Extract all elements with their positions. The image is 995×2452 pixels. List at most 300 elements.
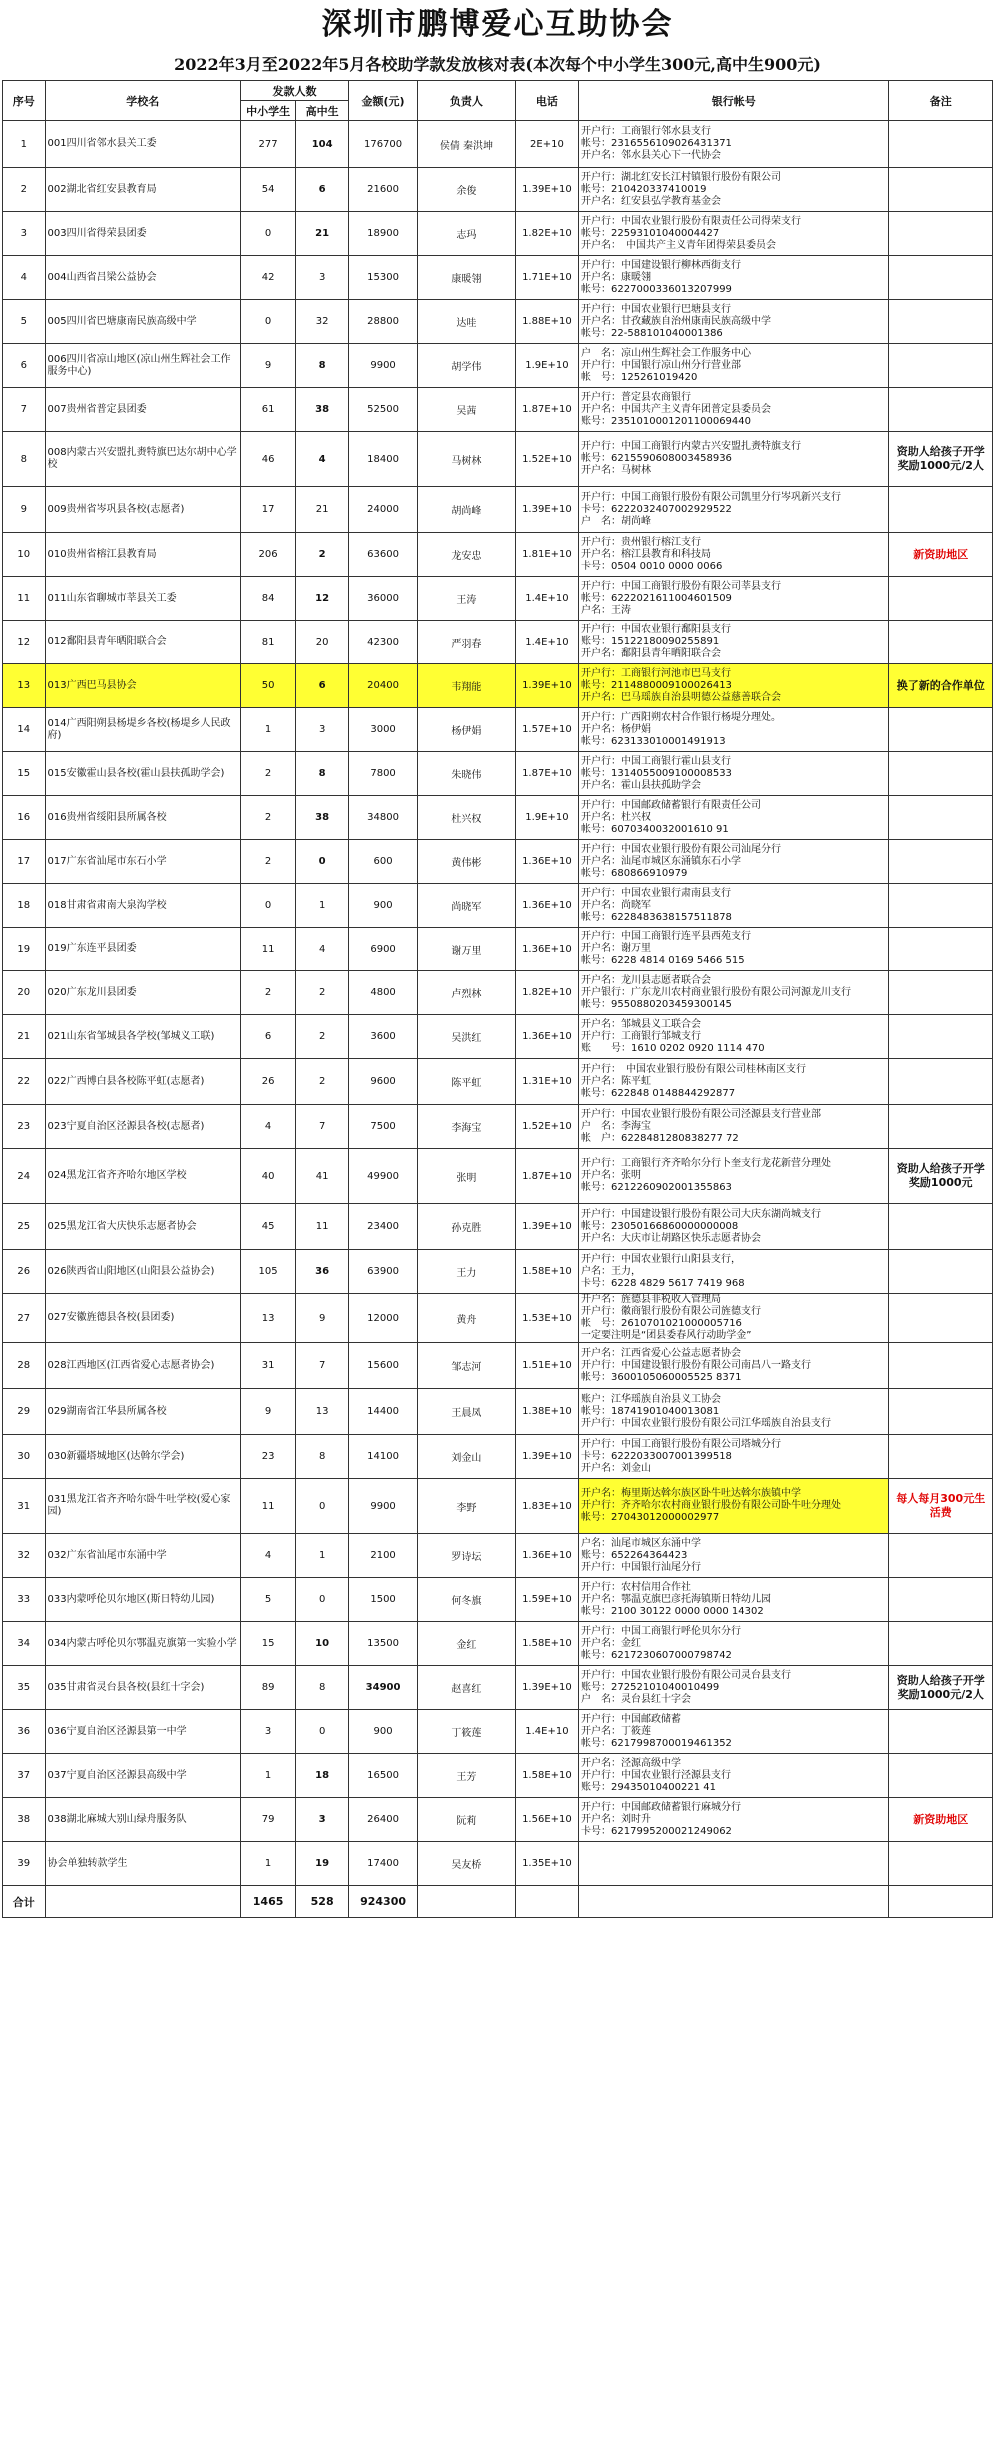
row-index: [3, 971, 46, 1015]
row-phone: [515, 1389, 578, 1435]
row-bank: [579, 168, 889, 212]
table-row: [3, 971, 993, 1015]
row-index-text: 6: [20, 360, 27, 371]
total-blank: [515, 1886, 578, 1918]
row-amount-text: 9600: [370, 1076, 396, 1087]
row-note: [889, 1479, 993, 1534]
row-bank: [579, 621, 889, 664]
table-row: [3, 1294, 993, 1343]
row-index: [3, 256, 46, 300]
table-row: [3, 487, 993, 533]
row-amount-text: 16500: [367, 1770, 399, 1781]
row-index: [3, 621, 46, 664]
row-phone: [515, 1015, 578, 1059]
row-primary-count-text: 89: [261, 1682, 275, 1693]
row-phone-text: 1.36E+10: [522, 1031, 572, 1042]
row-note: [889, 1534, 993, 1578]
row-bank-text: 开户行：中国建设银行柳林西街支行 开户名：康暖翎 帐号：6227000336013207999: [581, 259, 742, 295]
row-primary-count: [241, 1435, 296, 1479]
row-index: [3, 928, 46, 971]
row-school-text: 001四川省邻水县关工委: [47, 138, 157, 149]
row-bank: [579, 1622, 889, 1666]
row-person: [418, 1294, 516, 1343]
row-school: [45, 1250, 240, 1294]
row-bank: [579, 928, 889, 971]
row-bank: [579, 577, 889, 621]
row-high-count-text: 19: [315, 1858, 330, 1869]
row-index-text: 14: [17, 724, 31, 735]
row-index: [3, 487, 46, 533]
row-index: [3, 1149, 46, 1204]
row-person: [418, 664, 516, 708]
row-bank-text: 开户名：江西省爱心公益志愿者协会 开户行：中国建设银行股份有限公司南昌八一路支行 帐号：3600105060005525 8371: [581, 1347, 812, 1383]
row-amount-text: 3600: [370, 1031, 396, 1042]
row-high-count-text: 7: [318, 1121, 326, 1132]
row-person: [418, 1622, 516, 1666]
table-row: [3, 1666, 993, 1710]
row-index-text: 2: [20, 184, 27, 195]
row-index-text: 17: [17, 856, 31, 867]
row-primary-count-text: 84: [261, 593, 275, 604]
row-high-count: [296, 1250, 349, 1294]
row-amount: [349, 1534, 418, 1578]
row-person: [418, 533, 516, 577]
row-high-count: [296, 1204, 349, 1250]
row-high-count: [296, 796, 349, 840]
row-person-text: 王晨凤: [451, 1408, 482, 1419]
row-bank: [579, 1842, 889, 1886]
row-amount: [349, 1015, 418, 1059]
row-person-text: 黄舟: [456, 1314, 477, 1326]
row-person: [418, 1534, 516, 1578]
row-bank-text: 开户名：梅里斯达斡尔族区卧牛吐达斡尔族镇中学 开户行：齐齐哈尔农村商业银行股份有限公司卧牛吐分理处 帐号：27043012000002977: [581, 1488, 842, 1523]
total-blank: [418, 1886, 516, 1918]
page-title: 深圳市鹏博爱心互助协会: [321, 7, 674, 42]
row-index-text: 19: [17, 943, 31, 955]
row-bank: [579, 1294, 889, 1343]
row-person: [418, 1343, 516, 1389]
row-person-text: 阮莉: [456, 1816, 477, 1827]
row-amount: [349, 621, 418, 664]
row-amount-text: 2100: [370, 1550, 396, 1561]
row-index-text: 35: [17, 1682, 31, 1693]
row-amount-text: 4800: [370, 987, 396, 998]
row-phone-text: 1.52E+10: [522, 1121, 572, 1132]
row-index-text: 3: [20, 228, 27, 239]
row-school-text: 019广东连平县团委: [47, 943, 137, 954]
row-school-text: 006四川省凉山地区(凉山州生辉社会工作服务中心): [47, 353, 231, 377]
row-index: [3, 121, 46, 168]
row-amount: [349, 1622, 418, 1666]
row-high-count-text: 7: [318, 1360, 326, 1371]
row-index-text: 4: [20, 272, 27, 283]
row-high-count: [296, 344, 349, 388]
row-note: [889, 577, 993, 621]
row-primary-count: [241, 1842, 296, 1886]
row-index-text: 20: [17, 987, 31, 998]
row-bank-text: 开户行：中国工商银行股份有限公司凯里分行岑巩新兴支行 卡号：6222032407002929522 户 名：胡尚峰: [581, 491, 842, 527]
row-note: [889, 344, 993, 388]
row-bank-text: 开户行：中国农业银行巴塘县支行 开户名：甘孜藏族自治州康南民族高级中学 帐号：22-588101040001386: [581, 303, 772, 339]
row-high-count-text: 36: [315, 1266, 330, 1277]
table-row: [3, 388, 993, 432]
row-phone-text: 1.56E+10: [522, 1814, 572, 1825]
row-bank: [579, 300, 889, 344]
row-note-text: 资助人给孩子开学奖励1000元/2人: [896, 445, 985, 472]
row-school: [45, 344, 240, 388]
row-person-text: 志玛: [456, 230, 477, 241]
row-school: [45, 577, 240, 621]
row-index: [3, 1622, 46, 1666]
row-bank: [579, 1754, 889, 1798]
row-phone-text: 1.9E+10: [525, 812, 569, 823]
row-high-count: [296, 487, 349, 533]
row-person-text: 何冬旗: [451, 1596, 482, 1607]
row-person-text: 胡学伟: [451, 362, 482, 373]
row-note: [889, 1015, 993, 1059]
row-note: [889, 621, 993, 664]
row-person-text: 金红: [456, 1640, 477, 1651]
row-amount-text: 18900: [367, 228, 399, 239]
row-phone-text: 1.39E+10: [522, 504, 572, 515]
row-note: [889, 487, 993, 533]
table-row: [3, 1479, 993, 1534]
row-amount: [349, 121, 418, 168]
row-school-text: 015安徽霍山县各校(霍山县扶孤助学会): [47, 767, 225, 779]
row-bank-text: 开户行： 中国农业银行股份有限公司桂林南区支行 开户名：陈平虹 帐号：622848 0148844292877: [581, 1063, 807, 1099]
row-index-text: 23: [17, 1121, 31, 1132]
row-phone: [515, 884, 578, 928]
table-body: [3, 121, 993, 1886]
row-primary-count-text: 42: [261, 272, 275, 283]
row-person: [418, 1798, 516, 1842]
row-school: [45, 1149, 240, 1204]
table-row: [3, 300, 993, 344]
row-school-text: 030新疆塔城地区(达斡尔学会): [47, 1450, 185, 1462]
row-school: [45, 168, 240, 212]
row-index: [3, 1105, 46, 1149]
row-note: [889, 1666, 993, 1710]
row-index-text: 1: [20, 138, 27, 150]
row-amount: [349, 1435, 418, 1479]
row-person-text: 吴友桥: [451, 1860, 482, 1871]
row-primary-count: [241, 1059, 296, 1105]
row-person-text: 马树林: [451, 455, 482, 467]
row-amount-text: 14400: [367, 1406, 399, 1417]
table-row: [3, 432, 993, 487]
row-amount-text: 12000: [367, 1312, 399, 1324]
row-high-count-text: 32: [315, 316, 329, 327]
row-school-text: 005四川省巴塘康南民族高级中学: [47, 315, 197, 327]
row-person: [418, 344, 516, 388]
row-bank: [579, 1435, 889, 1479]
row-phone: [515, 1842, 578, 1886]
row-person-text: 朱晓伟: [451, 770, 482, 781]
table-row: [3, 1842, 993, 1886]
row-person-text: 吴茜: [456, 406, 477, 417]
row-primary-count: [241, 168, 296, 212]
row-note: [889, 1389, 993, 1435]
row-amount: [349, 577, 418, 621]
row-index-text: 36: [17, 1726, 31, 1737]
row-index-text: 7: [20, 404, 27, 415]
row-high-count-text: 3: [318, 272, 326, 283]
row-person: [418, 1842, 516, 1886]
row-school: [45, 1294, 240, 1343]
row-high-count: [296, 1479, 349, 1534]
row-primary-count: [241, 1204, 296, 1250]
row-primary-count-text: 15: [261, 1638, 275, 1649]
row-school: [45, 621, 240, 664]
table-row: [3, 1015, 993, 1059]
row-high-count: [296, 1389, 349, 1435]
row-person: [418, 1204, 516, 1250]
row-bank: [579, 1343, 889, 1389]
row-primary-count: [241, 533, 296, 577]
row-amount: [349, 1389, 418, 1435]
row-primary-count: [241, 1798, 296, 1842]
row-person: [418, 708, 516, 752]
row-high-count-text: 8: [318, 768, 326, 779]
row-person-text: 龙安忠: [451, 551, 482, 562]
row-amount: [349, 1479, 418, 1534]
row-school: [45, 1534, 240, 1578]
row-school: [45, 1059, 240, 1105]
row-phone-text: 1.59E+10: [522, 1594, 572, 1605]
row-bank: [579, 1578, 889, 1622]
row-index-text: 29: [17, 1406, 31, 1417]
row-bank-text: 开户行：中国建设银行股份有限公司大庆东湖尚城支行 帐号：23050166860000000008 开户名：大庆市让胡路区快乐志愿者协会: [581, 1208, 822, 1244]
row-primary-count-text: 2: [264, 768, 272, 779]
row-person: [418, 884, 516, 928]
row-primary-count: [241, 577, 296, 621]
row-amount: [349, 344, 418, 388]
total-blank: [579, 1886, 889, 1918]
row-person-text: 杨伊娟: [451, 726, 482, 737]
row-index: [3, 533, 46, 577]
row-phone: [515, 1534, 578, 1578]
row-phone-text: 1.4E+10: [525, 593, 569, 604]
row-high-count: [296, 840, 349, 884]
row-school: [45, 1666, 240, 1710]
row-note-text: 新资助地区: [913, 547, 969, 561]
row-person-text: 罗诗坛: [451, 1552, 482, 1563]
row-high-count: [296, 388, 349, 432]
row-phone: [515, 1105, 578, 1149]
row-school-text: 008内蒙古兴安盟扎赉特旗巴达尔胡中心学校: [47, 447, 237, 470]
row-amount-text: 176700: [363, 138, 403, 150]
row-note: [889, 840, 993, 884]
row-person: [418, 168, 516, 212]
row-person: [418, 1754, 516, 1798]
row-amount: [349, 1105, 418, 1149]
row-primary-count-text: 1: [264, 1858, 272, 1869]
row-note: [889, 1059, 993, 1105]
row-amount-text: 600: [373, 856, 393, 867]
row-phone: [515, 1666, 578, 1710]
row-school-text: 023宁夏自治区泾源县各校(志愿者): [47, 1120, 205, 1132]
row-person: [418, 432, 516, 487]
row-amount: [349, 1294, 418, 1343]
row-index: [3, 1754, 46, 1798]
row-phone: [515, 1250, 578, 1294]
row-high-count: [296, 928, 349, 971]
row-person: [418, 487, 516, 533]
row-index-text: 38: [17, 1814, 31, 1825]
row-amount-text: 34900: [365, 1682, 401, 1693]
row-high-count: [296, 708, 349, 752]
roster-table: [2, 80, 993, 1918]
row-high-count: [296, 121, 349, 168]
row-primary-count-text: 79: [261, 1814, 275, 1825]
row-bank: [579, 432, 889, 487]
row-bank-text: 开户行：中国工商银行股份有限公司塔城分行 卡号：6222033007001399518 开户名：刘金山: [581, 1438, 782, 1474]
row-bank-text: 开户行：中国农业银行鄱阳县支行 账号：15122180090255891 开户名：鄱阳县青年晒阳联合会: [581, 624, 732, 659]
row-high-count-text: 41: [315, 1170, 329, 1182]
row-person: [418, 577, 516, 621]
row-index-text: 10: [17, 549, 31, 560]
row-high-count: [296, 971, 349, 1015]
row-index: [3, 432, 46, 487]
row-high-count: [296, 752, 349, 796]
row-high-count-text: 2: [318, 987, 326, 998]
row-primary-count: [241, 1343, 296, 1389]
row-school-text: 002湖北省红安县教育局: [47, 183, 157, 195]
row-amount: [349, 884, 418, 928]
row-phone: [515, 621, 578, 664]
row-primary-count: [241, 1666, 296, 1710]
row-phone: [515, 577, 578, 621]
row-index: [3, 1710, 46, 1754]
row-primary-count: [241, 928, 296, 971]
row-school: [45, 971, 240, 1015]
row-school-text: 029湖南省江华县所属各校: [47, 1405, 167, 1417]
row-phone-text: 1.87E+10: [522, 768, 572, 779]
row-note-text: 资助人给孩子开学奖励1000元: [896, 1162, 985, 1189]
table-row: [3, 840, 993, 884]
row-amount-text: 18400: [367, 453, 399, 465]
row-high-count-text: 6: [318, 680, 326, 691]
row-note: [889, 212, 993, 256]
row-phone: [515, 1059, 578, 1105]
row-person: [418, 300, 516, 344]
row-index-text: 27: [17, 1312, 31, 1324]
row-high-count-text: 11: [315, 1221, 329, 1232]
row-school-text: 037宁夏自治区泾源县高级中学: [47, 1769, 187, 1781]
row-amount: [349, 840, 418, 884]
row-index: [3, 1666, 46, 1710]
row-person: [418, 1059, 516, 1105]
row-index-text: 15: [17, 768, 31, 779]
row-high-count: [296, 1710, 349, 1754]
row-high-count-text: 6: [318, 184, 326, 195]
row-primary-count: [241, 1622, 296, 1666]
row-amount-text: 1500: [370, 1594, 396, 1605]
total-blank: [889, 1886, 993, 1918]
header-phone: 电话: [515, 81, 578, 121]
row-phone-text: 1.38E+10: [522, 1406, 572, 1417]
row-phone-text: 1.39E+10: [522, 184, 572, 195]
row-high-count-text: 8: [318, 360, 326, 371]
row-school-text: 038湖北麻城大别山绿舟服务队: [47, 1813, 187, 1825]
row-school: [45, 1754, 240, 1798]
row-primary-count-text: 105: [258, 1266, 278, 1277]
row-bank-text: 开户行：中国邮政储蓄银行麻城分行 开户名：刘时升 卡号：6217995200021249062: [581, 1801, 742, 1837]
row-amount: [349, 1798, 418, 1842]
table-row: [3, 256, 993, 300]
row-phone: [515, 1294, 578, 1343]
row-note: [889, 708, 993, 752]
row-bank: [579, 1059, 889, 1105]
row-high-count: [296, 1622, 349, 1666]
row-high-count: [296, 1534, 349, 1578]
row-school-text: 022广西博白县各校陈平虹(志愿者): [47, 1075, 205, 1087]
row-note: [889, 884, 993, 928]
row-primary-count: [241, 388, 296, 432]
row-high-count-text: 0: [318, 856, 326, 867]
row-amount-text: 63600: [367, 549, 399, 560]
row-phone: [515, 752, 578, 796]
row-primary-count-text: 9: [264, 360, 272, 371]
row-phone-text: 2E+10: [530, 138, 564, 150]
row-person-text: 刘金山: [451, 1453, 482, 1464]
row-note-text: 每人每月300元生活费: [896, 1492, 986, 1519]
row-index: [3, 840, 46, 884]
row-bank-text: 开户行：中国工商银行连平县西苑支行 开户名：谢万里 帐号：6228 4814 0169 5466 515: [581, 931, 752, 966]
row-school-text: 011山东省聊城市莘县关工委: [47, 592, 177, 604]
row-school-text: 033内蒙呼伦贝尔地区(斯日特幼儿园): [47, 1593, 215, 1605]
row-index: [3, 1204, 46, 1250]
row-index: [3, 1479, 46, 1534]
row-index-text: 39: [17, 1858, 31, 1869]
row-bank-text: 开户行：中国农业银行股份有限责任公司得荣支行 帐号：22593101040004427 开户名： 中国共产主义青年团得荣县委员会: [581, 215, 802, 251]
row-phone-text: 1.52E+10: [522, 453, 572, 465]
row-index-text: 33: [17, 1594, 31, 1605]
row-high-count: [296, 1149, 349, 1204]
row-high-count: [296, 212, 349, 256]
table-row: [3, 1149, 993, 1204]
total-blank: [45, 1886, 240, 1918]
row-index-text: 25: [17, 1221, 31, 1232]
row-bank-text: 开户行：中国邮政储蓄银行有限责任公司 开户名：杜兴权 帐号：6070340032001610 91: [581, 799, 762, 835]
row-person: [418, 796, 516, 840]
header-bank: 银行帐号: [579, 81, 889, 121]
row-bank: [579, 1710, 889, 1754]
row-person-text: 卢烈林: [451, 989, 482, 1000]
table-row: [3, 796, 993, 840]
row-index: [3, 300, 46, 344]
row-amount-text: 20400: [367, 680, 399, 691]
row-high-count-text: 2: [318, 1031, 326, 1042]
row-bank-text: 开户名：旌德县非税收入管理局 开户行：徽商银行股份有限公司旌德支行 帐 号：2610701021000005716 一定要注明是“团县委春风行动助学金”: [581, 1294, 762, 1341]
row-note: [889, 752, 993, 796]
row-bank-text: 开户行：中国农业银行股份有限公司灵台县支行 账号：27252101040010499 户 名：灵台县红十字会: [581, 1669, 792, 1705]
row-high-count-text: 18: [315, 1770, 330, 1781]
row-primary-count-text: 23: [261, 1451, 275, 1462]
row-high-count: [296, 1015, 349, 1059]
row-amount-text: 9900: [370, 1500, 396, 1512]
row-index-text: 30: [17, 1451, 31, 1462]
row-amount-text: 7800: [370, 768, 396, 779]
row-primary-count: [241, 487, 296, 533]
row-note: [889, 1343, 993, 1389]
row-index-text: 22: [17, 1076, 31, 1087]
row-phone-text: 1.81E+10: [522, 549, 572, 560]
row-amount-text: 17400: [367, 1858, 399, 1869]
table-row: [3, 1754, 993, 1798]
table-row: [3, 1622, 993, 1666]
row-primary-count-text: 81: [261, 636, 275, 648]
